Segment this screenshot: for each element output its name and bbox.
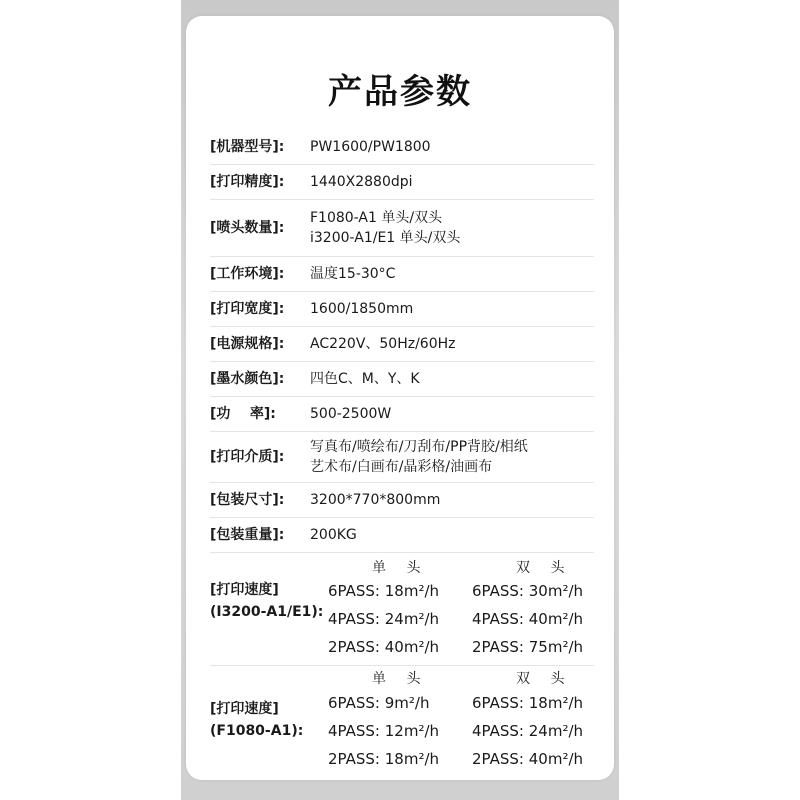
param-row [210,518,594,553]
param-label: [功 率]: [210,406,276,422]
speed-cell: 6PASS: 18m²/h [472,694,584,712]
spec-card [186,16,614,780]
param-value [304,299,594,319]
speed-cell: 2PASS: 40m²/h [472,750,584,768]
speed-table-i3200 [210,553,594,666]
speed-label [210,698,303,742]
param-value-line: 1440X2880dpi [310,174,413,190]
param-row [210,292,594,327]
param-value-line: AC220V、50Hz/60Hz [310,336,456,352]
col-header-single: 单 头 [372,560,429,576]
param-value [304,369,594,389]
param-value-line: F1080-A1 单头/双头 [310,210,443,226]
param-label: [打印介质]: [210,449,285,465]
param-row [210,432,594,483]
param-value-line: 温度15-30°C [310,266,396,282]
speed-label [210,579,323,623]
param-value [304,437,594,477]
param-row [210,130,594,165]
param-list [210,130,594,778]
param-value [304,137,594,157]
param-value-line: 3200*770*800mm [310,492,441,508]
speed-label-line: [打印速度] [210,582,279,598]
param-label: [喷头数量]: [210,220,285,236]
param-value [304,264,594,284]
param-value-line: 200KG [310,527,357,543]
speed-cell: 2PASS: 40m²/h [328,638,440,656]
param-row [210,165,594,200]
param-row [210,483,594,518]
speed-cell: 4PASS: 12m²/h [328,722,440,740]
param-label: [包装尺寸]: [210,492,285,508]
speed-label-model: (F1080-A1): [210,723,304,739]
param-value [304,334,594,354]
speed-cell: 4PASS: 24m²/h [328,610,440,628]
param-label: [打印宽度]: [210,301,285,317]
param-label: [墨水颜色]: [210,371,285,387]
param-value [304,404,594,424]
param-value [304,490,594,510]
param-value-line: 四色C、M、Y、K [310,371,420,387]
param-value [304,525,594,545]
param-row [210,257,594,292]
col-header-single: 单 头 [372,671,429,687]
param-value-line: i3200-A1/E1 单头/双头 [310,230,461,246]
speed-table-f1080 [210,666,594,778]
param-row [210,327,594,362]
speed-cell: 6PASS: 30m²/h [472,582,584,600]
param-label: [电源规格]: [210,336,285,352]
param-row [210,200,594,257]
param-row [210,397,594,432]
param-label: [工作环境]: [210,266,285,282]
speed-cell: 2PASS: 18m²/h [328,750,440,768]
speed-cell: 6PASS: 18m²/h [328,582,440,600]
speed-label-line: [打印速度] [210,701,279,717]
param-value-line: 艺术布/白画布/晶彩格/油画布 [310,459,493,475]
param-value-line: PW1600/PW1800 [310,139,431,155]
speed-cell: 4PASS: 24m²/h [472,722,584,740]
param-value-line: 1600/1850mm [310,301,414,317]
param-value [304,208,594,248]
param-value-line: 500-2500W [310,406,392,422]
param-label: [机器型号]: [210,139,285,155]
speed-cell: 4PASS: 40m²/h [472,610,584,628]
param-label: [打印精度]: [210,174,285,190]
param-value [304,172,594,192]
param-value-line: 写真布/喷绘布/刀刮布/PP背胶/相纸 [310,439,528,455]
col-header-double: 双 头 [516,560,573,576]
speed-cell: 2PASS: 75m²/h [472,638,584,656]
param-label: [包装重量]: [210,527,285,543]
page-title: 产品参数 [328,72,472,112]
col-header-double: 双 头 [516,671,573,687]
speed-cell: 6PASS: 9m²/h [328,694,430,712]
param-row [210,362,594,397]
speed-label-model: (I3200-A1/E1): [210,604,324,620]
